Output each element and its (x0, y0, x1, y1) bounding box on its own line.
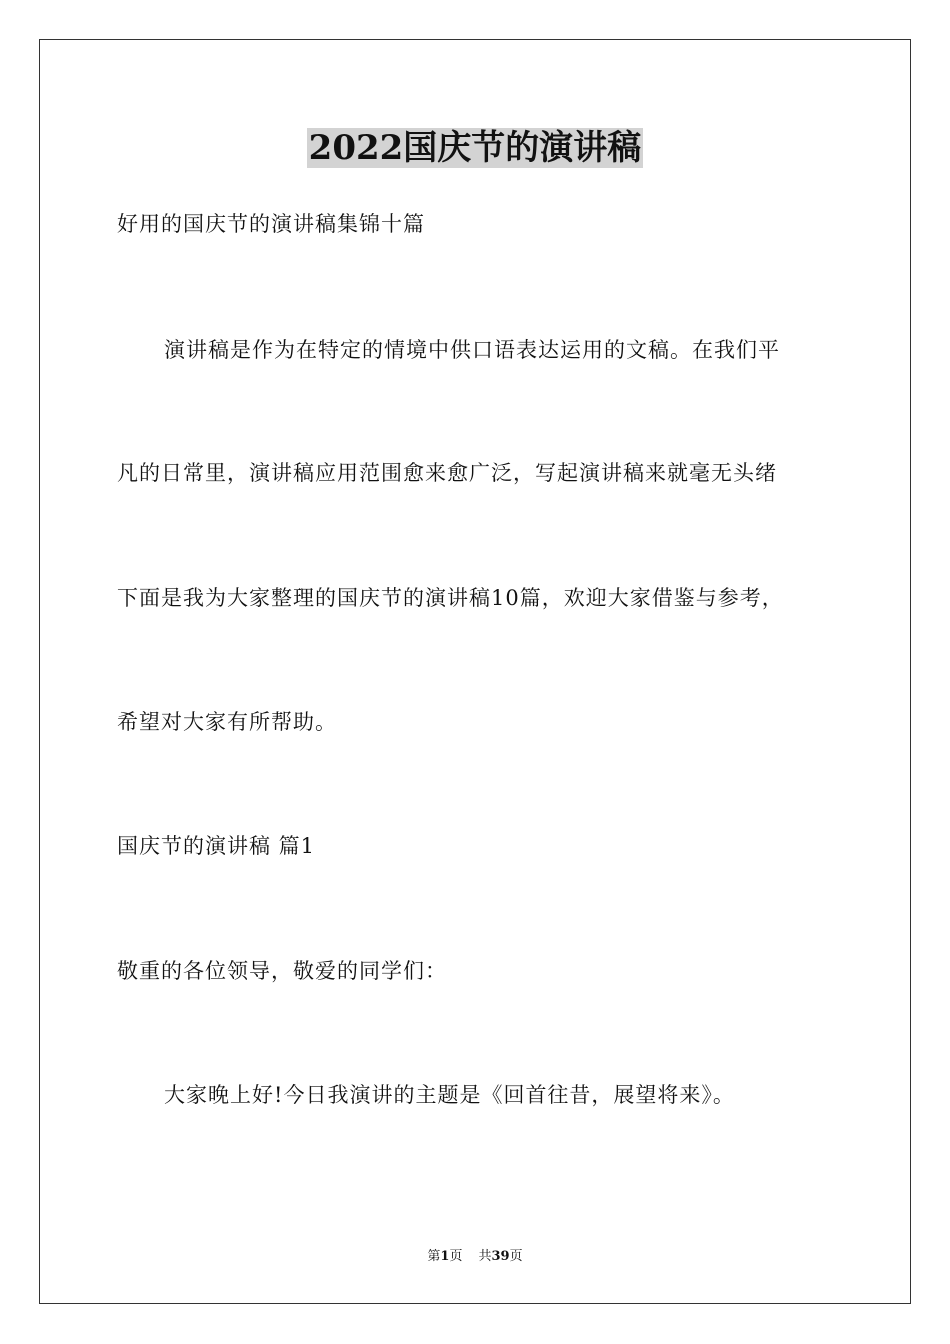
footer-total-suffix: 页 (509, 1249, 523, 1264)
footer-page-suffix: 页 (449, 1249, 463, 1264)
footer-page-prefix: 第 (427, 1249, 441, 1264)
intro-line-4: 希望对大家有所帮助。 (117, 710, 337, 734)
document-title-text: 2022国庆节的演讲稿 (308, 128, 642, 168)
footer-total-prefix: 共 (478, 1249, 492, 1264)
section-heading: 国庆节的演讲稿 篇1 (117, 834, 316, 858)
document-subtitle: 好用的国庆节的演讲稿集锦十篇 (117, 212, 425, 236)
intro-line-1: 演讲稿是作为在特定的情境中供口语表达运用的文稿。在我们平 (164, 338, 780, 362)
salutation: 敬重的各位领导，敬爱的同学们： (117, 959, 447, 983)
intro-line-3: 下面是我为大家整理的国庆节的演讲稿10篇，欢迎大家借鉴与参考， (117, 586, 784, 610)
footer-page-number: 1 (440, 1249, 450, 1264)
opening-paragraph: 大家晚上好!今日我演讲的主题是《回首往昔，展望将来》。 (164, 1083, 735, 1107)
document-title (0, 126, 950, 170)
intro-line-2: 凡的日常里，演讲稿应用范围愈来愈广泛，写起演讲稿来就毫无头绪 (117, 461, 777, 485)
page-footer (0, 1248, 950, 1266)
footer-total-pages: 39 (491, 1249, 510, 1264)
